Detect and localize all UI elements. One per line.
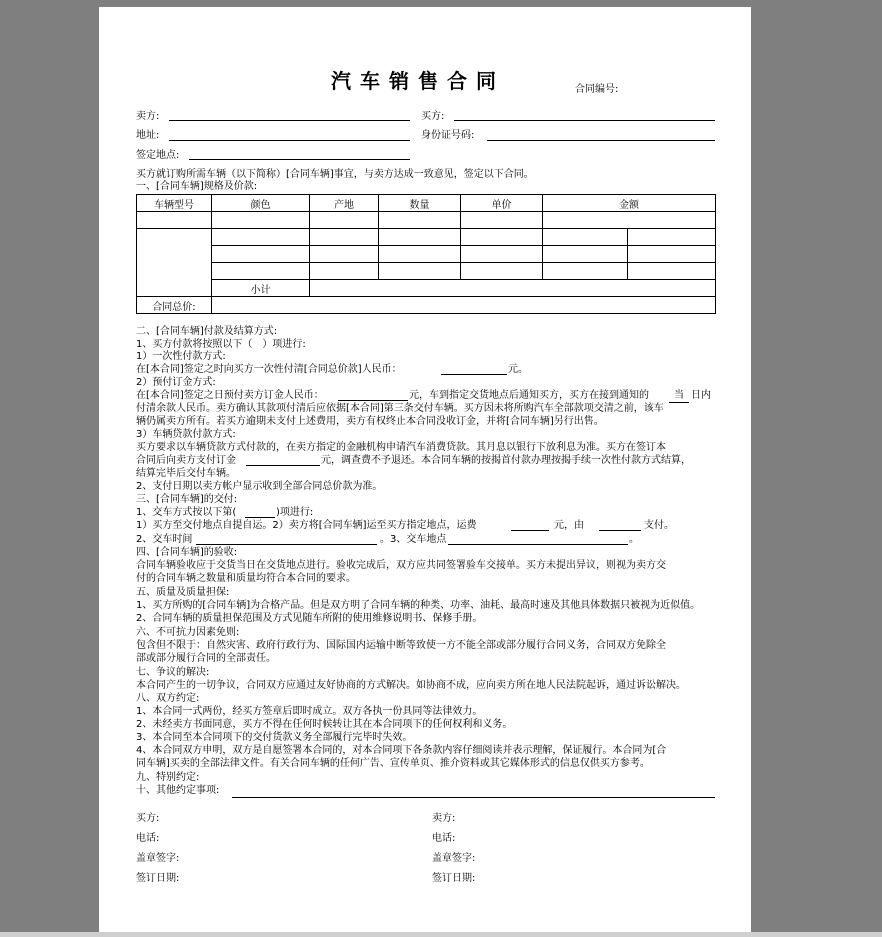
table-cell[interactable] [543, 246, 628, 263]
col-quantity: 数量 [379, 195, 461, 212]
total-value[interactable] [212, 297, 716, 314]
buyer-stamp-label: 盖章签字: [136, 853, 180, 864]
address-label: 地址: [136, 130, 160, 141]
col-color: 颜色 [212, 195, 310, 212]
id-field[interactable] [487, 140, 715, 141]
sign-place-label: 签定地点: [136, 150, 180, 161]
page-title: 汽车销售合同 [331, 69, 505, 93]
table-cell[interactable] [379, 212, 461, 229]
s8-item-2: 2、未经卖方书面同意，买方不得在任何时候转让其在本合同项下的任何权利和义务。 [136, 719, 513, 730]
sign-place-field[interactable] [189, 159, 410, 160]
deposit-field[interactable] [338, 400, 408, 401]
s8-item-1: 1、本合同一式两份，经买方签章后即时成立。双方各执一份具同等法律效力。 [136, 706, 483, 717]
table-cell[interactable] [628, 229, 716, 246]
sign-buyer-label: 买方: [136, 813, 160, 824]
seller-phone-label: 电话: [432, 833, 456, 844]
viewer-bottom-bar [0, 932, 882, 937]
buyer-phone-label: 电话: [136, 833, 160, 844]
s2-item-1: 1、买方付款将按照以下（ ）项进行: [136, 339, 306, 350]
s3-item-2b: 。3、交车地点 [380, 534, 447, 545]
seller-field[interactable] [169, 120, 410, 121]
table-cell[interactable] [212, 263, 310, 280]
col-unit-price: 单价 [461, 195, 543, 212]
s3-options-a: 1）买方至交付地点自提自运。2）卖方将[合同车辆]运至买方指定地点，运费 [136, 520, 477, 531]
s2-option-3-line-3: 结算完毕后交付车辆。 [136, 468, 236, 479]
section-4-heading: 四、[合同车辆]的验收: [136, 547, 238, 558]
table-row [137, 246, 716, 263]
section-7-heading: 七、争议的解决: [136, 667, 210, 678]
table-cell[interactable] [461, 263, 543, 280]
s2-option-2-text-c: 日内 [691, 390, 711, 401]
buyer-label: 买方: [421, 111, 445, 122]
section-9-heading: 九、特别约定: [136, 772, 200, 783]
s2-option-3: 3）车辆贷款付款方式: [136, 429, 236, 440]
s2-option-1: 1）一次性付款方式: [136, 351, 226, 362]
section-8-heading: 八、双方约定: [136, 693, 200, 704]
other-terms-field[interactable] [232, 797, 715, 798]
sign-seller-label: 卖方: [432, 813, 456, 824]
total-row [137, 297, 716, 314]
notice-days-field[interactable]: 当 [669, 390, 689, 403]
subtotal-value[interactable] [310, 280, 716, 297]
table-cell[interactable] [379, 263, 461, 280]
s3-item-1a: 1、交车方式按以下第( [136, 507, 237, 518]
section-5-heading: 五、质量及质量担保: [136, 587, 230, 598]
s7-line-1: 本合同产生的一切争议，合同双方应通过友好协商的方式解决。如协商不成，应向卖方所在地人民法院起诉，通过诉讼解决。 [136, 680, 686, 691]
table-row [137, 212, 716, 229]
table-row [137, 263, 716, 280]
delivery-place-field[interactable] [448, 544, 628, 545]
seller-stamp-label: 盖章签字: [432, 853, 476, 864]
section-1-heading: 一、[合同车辆]规格及价款: [136, 181, 258, 192]
buyer-field[interactable] [454, 120, 715, 121]
table-cell[interactable] [212, 229, 310, 246]
s3-options-c: 支付。 [644, 520, 674, 531]
s2-option-3-line-2a: 合同后向卖方支付订金 [136, 455, 236, 466]
section-6-heading: 六、不可抗力因素免则: [136, 627, 240, 638]
seller-date-label: 签订日期: [432, 873, 476, 884]
s5-item-2: 2、合同车辆的质量担保范围及方式见随车所附的使用维修说明书、保修手册。 [136, 613, 483, 624]
delivery-method-field[interactable] [245, 517, 275, 518]
table-cell[interactable] [310, 229, 379, 246]
s2-option-3-line-2b: 元，调查费不予退还。本合同车辆的按揭首付款办理按揭手续一次性付款方式结算， [321, 455, 691, 466]
table-cell[interactable] [628, 246, 716, 263]
col-origin: 产地 [310, 195, 379, 212]
total-label: 合同总价: [137, 297, 212, 314]
s6-line-2: 部或部分履行合同的全部责任。 [136, 653, 276, 664]
s3-item-2a: 2、交车时间 [136, 534, 193, 545]
s4-line-2: 付的合同车辆之数量和质量均符合本合同的要求。 [136, 573, 356, 584]
s8-item-4-line-1: 4、本合同双方申明，双方是自愿签署本合同的，对本合同项下各条款内容仔细阅读并表示理解，保证履行。本合同为[合 [136, 745, 667, 756]
address-field[interactable] [169, 140, 410, 141]
s2-option-3-line-1: 买方要求以车辆贷款方式付款的，在卖方指定的金融机构申请汽车消费贷款。其月息以银行下放利息为准。买方在签订本 [136, 442, 666, 453]
s3-options-b: 元，由 [554, 520, 584, 531]
loan-deposit-field[interactable] [246, 465, 320, 466]
intro-text: 买方就订购所需车辆（以下简称）[合同车辆]事宜，与卖方达成一致意见，签定以下合同。 [136, 169, 534, 180]
freight-field[interactable] [511, 530, 549, 531]
s6-line-1: 包含但不限于：自然灾害、政府行政行为、国际国内运输中断等致使一方不能全部或部分履行合同义务，合同双方免除全 [136, 640, 666, 651]
table-cell[interactable] [379, 229, 461, 246]
spec-table [136, 194, 716, 314]
s4-line-1: 合同车辆验收应于交货当日在交货地点进行。验收完成后，双方应共同签署验车交接单。买方未提出异议，则视为卖方交 [136, 560, 666, 571]
table-cell[interactable] [628, 263, 716, 280]
table-cell[interactable] [310, 246, 379, 263]
table-cell[interactable] [212, 212, 310, 229]
table-cell[interactable] [461, 212, 543, 229]
table-cell[interactable] [212, 246, 310, 263]
id-label: 身份证号码: [421, 130, 475, 141]
section-3-heading: 三、[合同车辆]的交付: [136, 494, 238, 505]
subtotal-row [137, 280, 716, 297]
table-header-row [137, 195, 716, 212]
s2-option-1-text-b: 元。 [508, 364, 528, 375]
table-cell[interactable] [379, 246, 461, 263]
s2-option-2-line-3: 辆仍属卖方所有。若买方逾期未支付上述费用，卖方有权终止本合同没收订金，并将[合同车辆]另行出售。 [136, 416, 604, 427]
subtotal-label: 小计 [212, 280, 310, 297]
table-cell[interactable] [461, 246, 543, 263]
s8-item-3: 3、本合同至本合同项下的交付货款义务全部履行完毕时失效。 [136, 732, 413, 743]
section-2-heading: 二、[合同车辆]付款及结算方式: [136, 326, 278, 337]
table-cell[interactable] [310, 212, 379, 229]
section-10-heading: 十、其他约定事项: [136, 785, 220, 796]
s8-item-4-line-2: 同车辆]买卖的全部法律文件。有关合同车辆的任何广告、宣传单页、推介资料或其它媒体形式的信息仅供买方参考。 [136, 758, 650, 769]
s3-item-2c: 。 [629, 534, 639, 545]
s3-item-1b: )项进行: [276, 507, 314, 518]
table-cell[interactable] [310, 263, 379, 280]
seller-label: 卖方: [136, 111, 160, 122]
col-amount: 金额 [543, 195, 716, 212]
freight-payer-field[interactable] [599, 530, 641, 531]
s2-option-1-text-a: 在[本合同]签定之时向买方一次性付清[合同总价款]人民币： [136, 364, 402, 375]
table-row [137, 229, 716, 246]
s2-option-2-text-b: 元，车到指定交货地点后通知买方，买方在接到通知的 [409, 390, 649, 401]
table-cell[interactable] [137, 212, 212, 229]
full-payment-field[interactable] [441, 374, 507, 375]
s2-item-2: 2、支付日期以卖方帐户显示收到全部合同总价款为准。 [136, 481, 383, 492]
s2-option-2: 2）预付订金方式: [136, 377, 216, 388]
table-cell[interactable] [137, 229, 212, 297]
table-cell[interactable] [543, 263, 628, 280]
buyer-date-label: 签订日期: [136, 873, 180, 884]
table-cell[interactable] [543, 212, 716, 229]
table-cell[interactable] [543, 229, 628, 246]
s2-option-2-text-a: 在[本合同]签定之日预付卖方订金人民币： [136, 390, 324, 401]
table-cell[interactable] [461, 229, 543, 246]
col-model: 车辆型号 [137, 195, 212, 212]
delivery-time-field[interactable] [196, 544, 377, 545]
contract-no-label: 合同编号: [575, 84, 619, 95]
s2-option-2-line-2: 付清余款人民币。卖方确认其款项付清后应依据[本合同]第三条交付车辆。买方因未将所购汽车全部款项交清之前，该车 [136, 403, 664, 414]
contract-page [99, 7, 751, 932]
s5-item-1: 1、买方所购的[合同车辆]为合格产品。但是双方明了合同车辆的种类、功率、油耗、最高时速及其他具体数据只被视为近似值。 [136, 600, 701, 611]
